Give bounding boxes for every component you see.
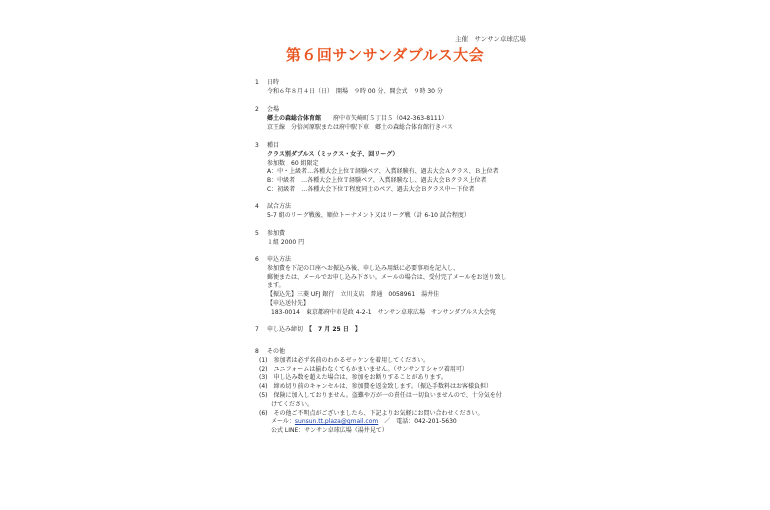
mailing-address: 183-0014 東京都府中市是政 4-2-1 サンサン卓球広場 サンサンダブルス大会宛 xyxy=(271,308,496,316)
datetime-text: 令和６年８月４日（日） 開場 ９時 00 分、開会式 ９時 30 分 xyxy=(267,87,443,95)
page-title: 第６回サンサンダブルス大会 xyxy=(285,46,485,64)
note-item: けてください。 xyxy=(259,400,314,408)
section-heading: 種目 xyxy=(267,142,280,149)
class-b: B：中級者 …各種大会上位Ｔ経験ペア、入賞経験なし、過去大会Ｂクラス上位者 xyxy=(267,177,487,185)
mailing-label: 【申込送付先】 xyxy=(267,299,310,307)
note-item: (6) その他ご不明点がございましたら、下記よりお気軽にお問い合わせください。 xyxy=(259,409,484,417)
section-venue xyxy=(255,106,453,132)
note-item: (4) 締め切り前のキャンセルは、参加費を返金致します。（振込手数料はお客様負担） xyxy=(259,383,493,391)
class-a: A：中・上級者…各種大会上位Ｔ経験ペア、入賞経験有、過去大会Ａクラス、Ｂ上位者 xyxy=(267,168,499,176)
section-heading: 日時 xyxy=(267,79,280,86)
section-deadline xyxy=(255,326,361,335)
mail-label: メール： xyxy=(271,418,295,426)
section-heading: その他 xyxy=(267,348,286,355)
note-item: (5) 保険に加入しておりません。盗難や万が一の責任は一切負いませんので、十分気を付 xyxy=(259,391,502,399)
note-item: (1) 参加者は必ず名前のわかるゼッケンを着用してください。 xyxy=(259,356,430,364)
section-number: 5 xyxy=(255,230,259,237)
section-number: 1 xyxy=(255,79,259,86)
section-heading: 会場 xyxy=(267,106,280,113)
line-contact: 公式 LINE：サンサン卓球広場（湯井見て） xyxy=(271,427,388,435)
section-application xyxy=(255,256,507,318)
class-c: C：初級者 …各種大会下位Ｔ程度同士のペア、過去大会Ｂクラス中～下位者 xyxy=(267,185,475,193)
note-item: (2) ユニフォームは揃わなくてもかまいません。（サンサンＴシャツ着用可） xyxy=(259,365,468,373)
event-capacity: 参加数 60 組限定 xyxy=(267,159,319,167)
organizer: 主催 サンサン卓球広場 xyxy=(455,35,526,43)
section-heading: 申込方法 xyxy=(267,256,292,263)
venue-address: 府中市矢崎町５丁目５（042-363-8111） xyxy=(321,114,448,122)
note-item: (3) 申し込み数を超えた場合は、参加をお断りすることがあります。 xyxy=(259,374,448,382)
deadline-date: 【 7 月 25 日 】 xyxy=(309,326,361,333)
section-heading: 試合方法 xyxy=(267,203,292,210)
section-number: 4 xyxy=(255,203,259,210)
event-name: クラス別ダブルス（ミックス・女子、回リーグ） xyxy=(267,150,399,158)
section-notes xyxy=(255,348,502,436)
section-event xyxy=(255,142,499,195)
section-heading: 申し込み締切 xyxy=(267,326,304,333)
bank-account: 【振込先】三菱 UFJ 銀行 立川支店 普通 0058961 湯井佳 xyxy=(267,291,440,299)
application-text: 郵便または、メールでお申し込み下さい。メールの場合は、受付完了メールをお送り致し xyxy=(267,273,507,281)
section-datetime xyxy=(255,79,443,97)
application-text: 参加費を下記の口座へお振込み後、申し込み用紙に必要事項を記入し、 xyxy=(267,264,460,272)
email-link[interactable]: sunsun.tt.plaza@gmail.com xyxy=(294,418,379,426)
venue-name: 郷土の森総合体育館 xyxy=(267,114,322,122)
section-number: 2 xyxy=(255,106,259,113)
format-text: 5-7 組のリーグ戦後、順位トーナメント又はリーグ戦（計 6-10 試合程度） xyxy=(267,211,470,219)
fee-text: １組 2000 円 xyxy=(267,238,305,246)
venue-access: 京王線 分倍河原駅または府中駅下車 郷土の森総合体育館行きバス xyxy=(267,123,454,131)
section-number: 8 xyxy=(255,348,259,355)
phone-text: ／ 電話：042-201-5630 xyxy=(378,418,457,426)
section-fee xyxy=(255,230,304,248)
section-heading: 参加費 xyxy=(267,230,286,237)
section-format xyxy=(255,203,470,221)
application-text: ます。 xyxy=(267,282,285,290)
section-number: 3 xyxy=(255,142,259,149)
section-number: 7 xyxy=(255,326,259,333)
section-number: 6 xyxy=(255,256,259,263)
